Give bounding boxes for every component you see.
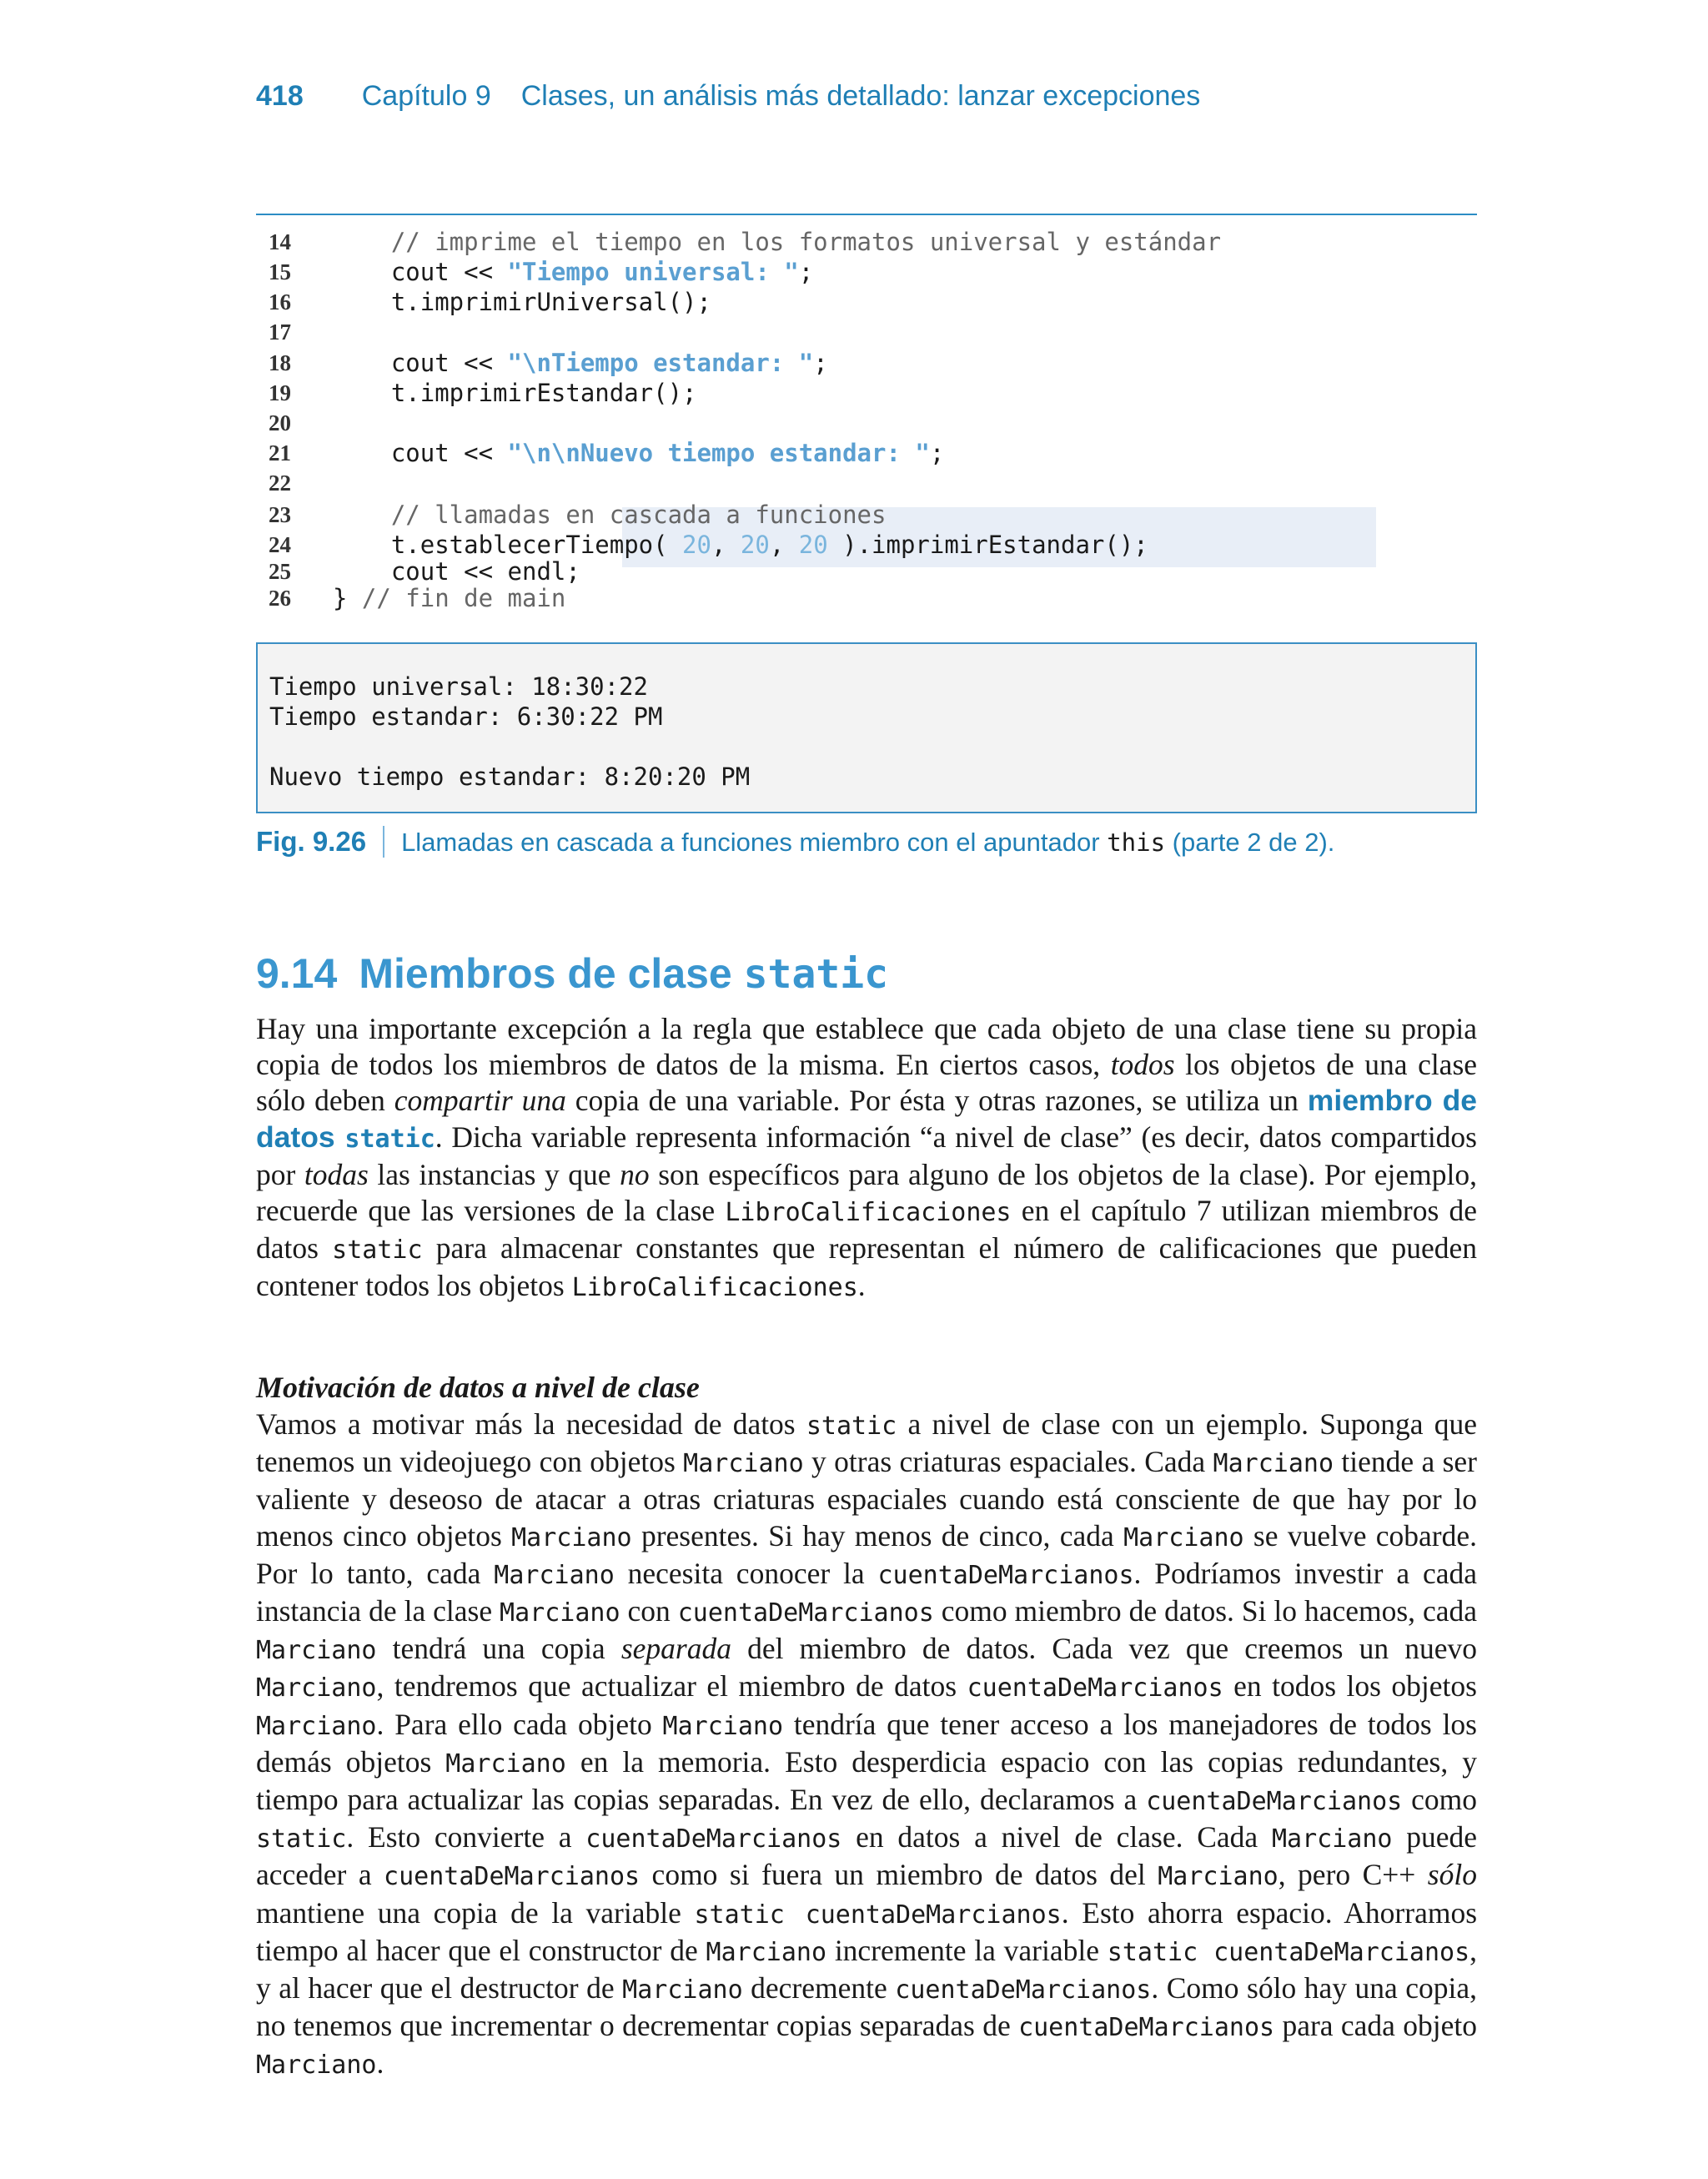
- code-text: [333, 583, 565, 613]
- inline-code: static cuentaDeMarcianos: [694, 1900, 1062, 1930]
- code-text: t.establecerTiempo( 20, 20, 20 ).imprimirEstandar();: [333, 530, 1148, 560]
- code-token: [333, 379, 391, 407]
- caption-text-end: (parte 2 de 2).: [1165, 828, 1335, 857]
- code-text: [333, 287, 711, 317]
- text: tendrá una copia: [376, 1632, 621, 1666]
- code-number: 20: [798, 531, 828, 559]
- code-text: [333, 500, 886, 530]
- paragraph-intro: [256, 1011, 1477, 1306]
- code-token: cout <<: [390, 258, 508, 286]
- inline-code: cuentaDeMarcianos: [384, 1862, 640, 1892]
- text: , tendremos que actualizar el miembro de datos: [376, 1669, 967, 1703]
- text: tiende a ser valiente y deseoso de atacar a otras criaturas espaciales cuando está consciente de que hay por lo menos cinco objetos: [256, 1445, 1477, 1552]
- page-number: 418: [256, 80, 304, 112]
- code-token: [333, 501, 391, 529]
- section-title-code: static: [743, 951, 889, 998]
- code-token: [333, 439, 391, 467]
- code-text: [333, 227, 1221, 257]
- text: . Dicha variable representa información “a nivel de clase” (es decir, datos compartidos por: [256, 1120, 1477, 1191]
- line-number: 20: [269, 410, 291, 435]
- key-term-code: static: [344, 1124, 435, 1154]
- text: decremente: [742, 1971, 896, 2005]
- text: copia de una variable. Por ésta y otras razones, se utiliza un: [565, 1084, 1308, 1118]
- code-comment: // fin de main: [361, 584, 566, 612]
- emphasis: todos: [1110, 1048, 1175, 1082]
- text: en todos los objetos: [1223, 1669, 1477, 1703]
- text: se vuelve cobarde. Por lo tanto, cada: [256, 1518, 1478, 1590]
- line-number: 21: [269, 440, 291, 465]
- inline-code: Marciano: [500, 1598, 620, 1628]
- text: . Esto ahorra espacio. Ahorramos tiempo al hacer que el constructor de: [256, 1895, 1478, 1967]
- text: en datos a nivel de clase. Cada: [841, 1820, 1272, 1854]
- code-number: 20: [682, 531, 711, 559]
- line-number: 22: [269, 471, 291, 496]
- inline-code: Marciano: [256, 1636, 377, 1666]
- code-token: [333, 349, 391, 377]
- text: a nivel de clase con un ejemplo. Suponga que tenemos un videojuego con objetos: [256, 1407, 1477, 1479]
- inline-code: Marciano: [494, 1560, 615, 1590]
- inline-code: cuentaDeMarcianos: [895, 1975, 1152, 2005]
- text: en la memoria. Esto desperdicia espacio con las copias redundantes, y tiempo para actualizar las copias separadas. En vez de ello, declaramos a: [256, 1744, 1477, 1817]
- inline-code: static: [806, 1412, 897, 1441]
- text: para cada objeto: [1274, 2009, 1477, 2043]
- code-top-rule: [256, 214, 1477, 215]
- emphasis: separada: [620, 1632, 731, 1666]
- text: incremente la variable: [826, 1933, 1108, 1967]
- inline-code: cuentaDeMarcianos: [585, 1824, 842, 1854]
- code-token: ;: [813, 349, 828, 377]
- code-number: 20: [740, 531, 770, 559]
- inline-code: static cuentaDeMarcianos: [1107, 1937, 1470, 1967]
- line-number: 15: [269, 259, 291, 284]
- emphasis: todas: [304, 1157, 369, 1191]
- section-heading: [256, 949, 888, 998]
- emphasis: no: [620, 1157, 650, 1191]
- inline-code: Marciano: [256, 1711, 377, 1741]
- line-number: 25: [269, 559, 291, 584]
- text: , pero C++: [1278, 1858, 1428, 1892]
- inline-code: LibroCalificaciones: [571, 1273, 858, 1303]
- line-number: 19: [269, 380, 291, 405]
- code-token: cout << endl;: [390, 557, 580, 586]
- code-comment: // imprime el tiempo en los formatos universal y estándar: [390, 228, 1222, 256]
- figure-label: Fig. 9.26: [256, 826, 367, 857]
- text: Hay una importante excepción a la regla que establece que cada objeto de una clase tiene su propia copia de todos los miembros de datos de la misma. En ciertos casos,: [256, 1012, 1477, 1082]
- code-token: [333, 288, 391, 316]
- code-string: "\n\nNuevo tiempo estandar: ": [507, 439, 930, 467]
- section-number: 9.14: [256, 950, 338, 997]
- text: son específicos para alguno de los objetos de la clase). Por ejemplo, recuerde que las versiones de la clase: [256, 1157, 1478, 1228]
- inline-code: cuentaDeMarcianos: [677, 1598, 934, 1628]
- text: presentes. Si hay menos de cinco, cada: [631, 1518, 1124, 1552]
- line-number: 14: [269, 229, 291, 254]
- line-number: 18: [269, 350, 291, 375]
- text: . Podríamos investir a cada instancia de la clase: [256, 1556, 1477, 1628]
- text: . Esto convierte a: [346, 1820, 586, 1854]
- emphasis: sólo: [1427, 1858, 1477, 1892]
- code-comment: // llamadas en cascada a funciones: [390, 501, 887, 529]
- text: puede acceder a: [256, 1820, 1478, 1892]
- code-token: }: [333, 584, 362, 612]
- code-text: [333, 438, 944, 468]
- inline-code: cuentaDeMarcianos: [967, 1673, 1223, 1703]
- code-string: "\nTiempo estandar: ": [507, 349, 814, 377]
- text: necesita conocer la: [614, 1556, 878, 1590]
- text: para almacenar constantes que representan el número de calificaciones que pueden contener todos los objetos: [256, 1231, 1477, 1303]
- output-line: Nuevo tiempo estandar: 8:20:20 PM: [269, 762, 751, 791]
- line-number: 16: [269, 289, 291, 315]
- code-token: [333, 258, 391, 286]
- inline-code: Marciano: [1158, 1862, 1278, 1892]
- running-head: [256, 80, 1200, 113]
- code-token: t.imprimirEstandar();: [390, 379, 697, 407]
- emphasis: compartir una: [394, 1084, 566, 1118]
- figure-caption: [256, 826, 1334, 858]
- output-line: Tiempo universal: 18:30:22: [269, 672, 648, 701]
- code-text: [333, 556, 580, 586]
- program-output: [256, 642, 1477, 813]
- inline-code: Marciano: [706, 1937, 827, 1967]
- line-number: 23: [269, 502, 291, 527]
- output-line: Tiempo estandar: 6:30:22 PM: [269, 702, 663, 731]
- code-token: [333, 557, 391, 586]
- code-text: [333, 257, 813, 287]
- text: en el capítulo 7 utilizan miembros de datos: [256, 1194, 1477, 1266]
- subheading: Motivación de datos a nivel de clase: [256, 1371, 700, 1404]
- text: , y al hacer que el destructor de: [256, 1933, 1478, 2005]
- text: los objetos de una clase sólo deben: [256, 1048, 1478, 1118]
- inline-code: Marciano: [683, 1449, 804, 1479]
- inline-code: Marciano: [511, 1522, 632, 1552]
- caption-divider: [383, 826, 384, 858]
- text: las instancias y que: [368, 1157, 620, 1191]
- code-string: "Tiempo universal: ": [507, 258, 799, 286]
- text: .: [857, 1269, 866, 1303]
- code-token: ).imprimirEstandar();: [827, 531, 1148, 559]
- code-token: [333, 531, 391, 559]
- text: como miembro de datos. Si lo hacemos, cada: [933, 1594, 1477, 1628]
- code-token: ;: [798, 258, 814, 286]
- code-text: [333, 348, 828, 378]
- text: como si fuera un miembro de datos del: [640, 1858, 1158, 1892]
- line-number: 24: [269, 532, 291, 557]
- code-token: cout <<: [390, 439, 508, 467]
- chapter-label: Capítulo 9: [361, 80, 491, 112]
- text: . Como sólo hay una copia, no tenemos que incrementar o decrementar copias separadas de: [256, 1971, 1478, 2043]
- inline-code: cuentaDeMarcianos: [1146, 1787, 1403, 1817]
- key-term-text: miembro de datos: [256, 1084, 1478, 1154]
- caption-code: this: [1107, 828, 1166, 857]
- text: como: [1402, 1783, 1478, 1817]
- inline-code: Marciano: [256, 1673, 377, 1703]
- text: .: [376, 2046, 384, 2081]
- paragraph-motivation: [256, 1407, 1477, 2084]
- text: tendría que tener acceso a los manejadores de todos los demás objetos: [256, 1707, 1477, 1779]
- code-token: ;: [929, 439, 945, 467]
- inline-code: LibroCalificaciones: [725, 1198, 1012, 1228]
- inline-code: Marciano: [256, 2051, 377, 2081]
- code-token: t.imprimirUniversal();: [390, 288, 711, 316]
- caption-text: Llamadas en cascada a funciones miembro con el apuntador: [401, 828, 1108, 857]
- code-token: cout <<: [390, 349, 508, 377]
- text: mantiene una copia de la variable: [256, 1895, 695, 1930]
- line-number: 26: [269, 586, 291, 611]
- chapter-title: Clases, un análisis más detallado: lanzar excepciones: [520, 80, 1201, 112]
- inline-code: static: [332, 1235, 423, 1266]
- text: . Para ello cada objeto: [376, 1707, 663, 1741]
- inline-code: Marciano: [1123, 1522, 1244, 1552]
- text: con: [620, 1594, 678, 1628]
- code-token: t.establecerTiempo(: [390, 531, 683, 559]
- section-title-text: Miembros de clase: [359, 950, 744, 997]
- inline-code: cuentaDeMarcianos: [877, 1560, 1134, 1590]
- inline-code: Marciano: [1213, 1449, 1334, 1479]
- code-text: [333, 378, 697, 408]
- text: y otras criaturas espaciales. Cada: [803, 1445, 1213, 1479]
- inline-code: static: [256, 1824, 347, 1854]
- inline-code: Marciano: [1271, 1824, 1393, 1854]
- inline-code: cuentaDeMarcianos: [1018, 2013, 1275, 2043]
- inline-code: Marciano: [622, 1975, 743, 2005]
- text: Vamos a motivar más la necesidad de datos: [256, 1407, 806, 1441]
- inline-code: Marciano: [445, 1749, 566, 1779]
- text: del miembro de datos. Cada vez que creemos un nuevo: [731, 1632, 1477, 1666]
- code-token: [333, 228, 391, 256]
- inline-code: Marciano: [662, 1711, 784, 1741]
- line-number: 17: [269, 320, 291, 345]
